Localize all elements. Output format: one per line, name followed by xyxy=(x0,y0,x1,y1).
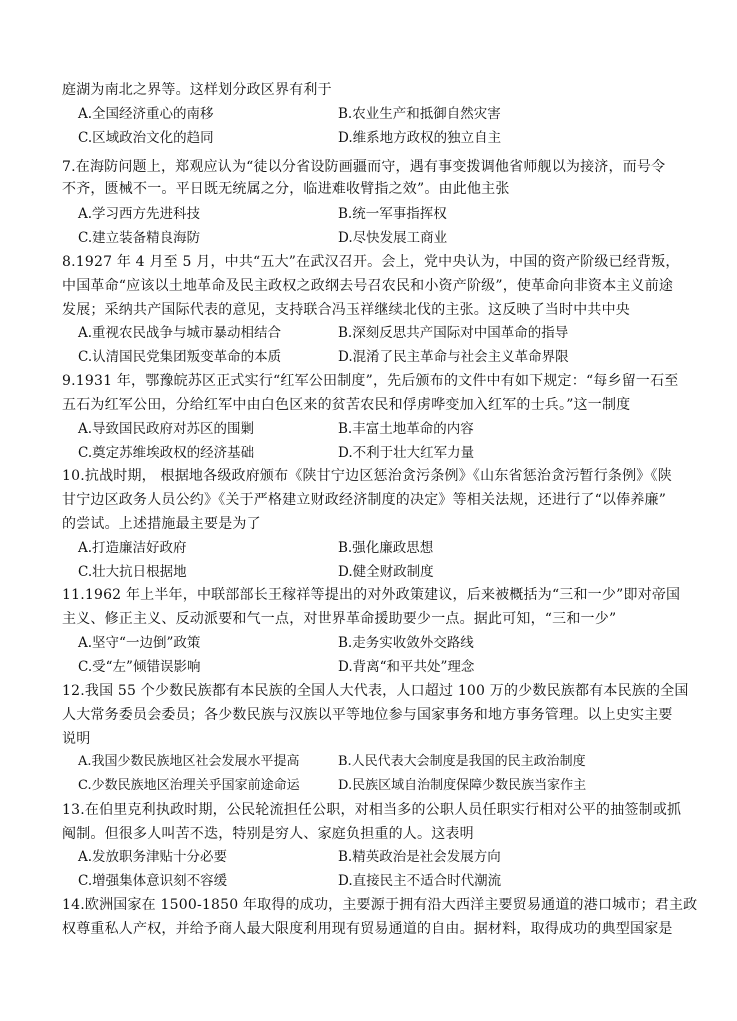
q13-option-a: A.发放职务津贴十分必要 xyxy=(78,849,228,865)
q9-stem-line: 五石为红军公田，分给红军中由白色区来的贫苦农民和俘虏哗变加入红军的士兵。”这一制度 xyxy=(62,397,631,413)
q11-option-d: D.背离“和平共处”理念 xyxy=(338,659,475,675)
q12-stem-line: 说明 xyxy=(62,731,91,747)
q9-option-b: B.丰富土地革命的内容 xyxy=(338,421,474,437)
q6-option-a: A.全国经济重心的南移 xyxy=(78,106,214,122)
q9-stem-line: 9.1931 年，鄂豫皖苏区正式实行“红军公田制度”，先后颁布的文件中有如下规定：“每乡留一石至 xyxy=(62,373,679,389)
q10-option-a: A.打造廉洁好政府 xyxy=(78,540,187,556)
q7-option-d: D.尽快发展工商业 xyxy=(338,230,448,246)
q7-stem-line: 不齐，匮械不一。平日既无统属之分，临进难收臂指之效”。由此他主张 xyxy=(62,181,510,197)
q12-option-c: C.少数民族地区治理关乎国家前途命运 xyxy=(78,778,300,793)
q12-stem-line: 人大常务委员会委员；各少数民族与汉族以平等地位参与国家事务和地方事务管理。以上史实主要 xyxy=(62,707,673,723)
q10-option-b: B.强化廉政思想 xyxy=(338,540,434,556)
q8-option-a: A.重视农民战争与城市暴动相结合 xyxy=(78,325,282,341)
q10-stem-line: 甘宁边区政务人员公约》《关于严格建立财政经济制度的决定》等相关法规，还进行了“以俸养廉” xyxy=(62,492,667,508)
q11-stem-line: 11.1962 年上半年，中联部部长王稼祥等提出的对外政策建议，后来被概括为“三和一少”即对帝国 xyxy=(62,587,681,603)
q12-option-a: A.我国少数民族地区社会发展水平提高 xyxy=(78,754,300,769)
q8-option-b: B.深刻反思共产国际对中国革命的指导 xyxy=(338,325,569,341)
q7-option-c: C.建立装备精良海防 xyxy=(78,230,201,246)
q14-stem-line: 14.欧洲国家在 1500-1850 年取得的成功，主要源于拥有沿大西洋主要贸易通道的港口城市；君主政 xyxy=(62,897,698,913)
q13-stem-line: 13.在伯里克利执政时期，公民轮流担任公职，对相当多的公职人员任职实行相对公平的抽签制或抓 xyxy=(62,802,682,818)
q14-stem-line: 权尊重私人产权，并给予商人最大限度利用现有贸易通道的自由。据材料，取得成功的典型国家是 xyxy=(62,921,673,937)
q6-option-d: D.维系地方政权的独立自主 xyxy=(338,130,502,146)
q7-stem-line: 7.在海防问题上，郑观应认为“徒以分省设防画疆而守，遇有事变拨调他省师舰以为接济，而号令 xyxy=(62,159,666,175)
q12-option-d: D.民族区域自治制度保障少数民族当家作主 xyxy=(338,778,587,793)
q10-option-c: C.壮大抗日根据地 xyxy=(78,564,187,580)
q7-option-b: B.统一军事指挥权 xyxy=(338,206,447,222)
q6-stem-line: 庭湖为南北之界等。这样划分政区界有利于 xyxy=(62,82,332,98)
q8-stem-line: 中国革命“应该以土地革命及民主政权之政纲去号召农民和小资产阶级”，使革命向非资本主义前途 xyxy=(62,278,674,294)
q11-option-a: A.坚守“一边倒”政策 xyxy=(78,635,201,651)
q13-option-d: D.直接民主不适合时代潮流 xyxy=(338,873,502,889)
q11-option-c: C.受“左”倾错误影响 xyxy=(78,659,201,675)
q8-stem-line: 8.1927 年 4 月至 5 月，中共“五大”在武汉召开。会上，党中央认为，中国的资产阶级已经背叛， xyxy=(62,254,680,270)
q12-stem-line: 12.我国 55 个少数民族都有本民族的全国人大代表，人口超过 100 万的少数民族都有本民族的全国 xyxy=(62,683,689,699)
q10-option-d: D.健全财政制度 xyxy=(338,564,434,580)
q9-option-c: C.奠定苏维埃政权的经济基础 xyxy=(78,445,255,461)
q11-stem-line: 主义、修正主义、反动派要和气一点，对世界革命援助要少一点。据此可知，“三和一少” xyxy=(62,611,617,627)
q9-option-a: A.导致国民政府对苏区的围剿 xyxy=(78,421,255,437)
q12-option-b: B.人民代表大会制度是我国的民主政治制度 xyxy=(338,754,586,769)
q10-stem-line: 的尝试。上述措施最主要是为了 xyxy=(62,516,261,532)
q10-stem-line: 10.抗战时期， 根据地各级政府颁布《陕甘宁边区惩治贪污条例》《山东省惩治贪污暂行条例》《陕 xyxy=(62,468,672,484)
q9-option-d: D.不利于壮大红军力量 xyxy=(338,445,475,461)
q6-option-b: B.农业生产和抵御自然灾害 xyxy=(338,106,501,122)
q13-option-b: B.精英政治是社会发展方向 xyxy=(338,849,501,865)
q13-stem-line: 阄制。但很多人叫苦不迭，特别是穷人、家庭负担重的人。这表明 xyxy=(62,826,474,842)
q8-option-d: D.混淆了民主革命与社会主义革命界限 xyxy=(338,349,569,365)
q13-option-c: C.增强集体意识刻不容缓 xyxy=(78,873,228,889)
q8-option-c: C.认清国民党集团叛变革命的本质 xyxy=(78,349,282,365)
q8-stem-line: 发展；采纳共产国际代表的意见，支持联合冯玉祥继续北伐的主张。这反映了当时中共中央 xyxy=(62,302,630,318)
q11-option-b: B.走务实收敛外交路线 xyxy=(338,635,474,651)
q6-option-c: C.区域政治文化的趋同 xyxy=(78,130,214,146)
q7-option-a: A.学习西方先进科技 xyxy=(78,206,201,222)
